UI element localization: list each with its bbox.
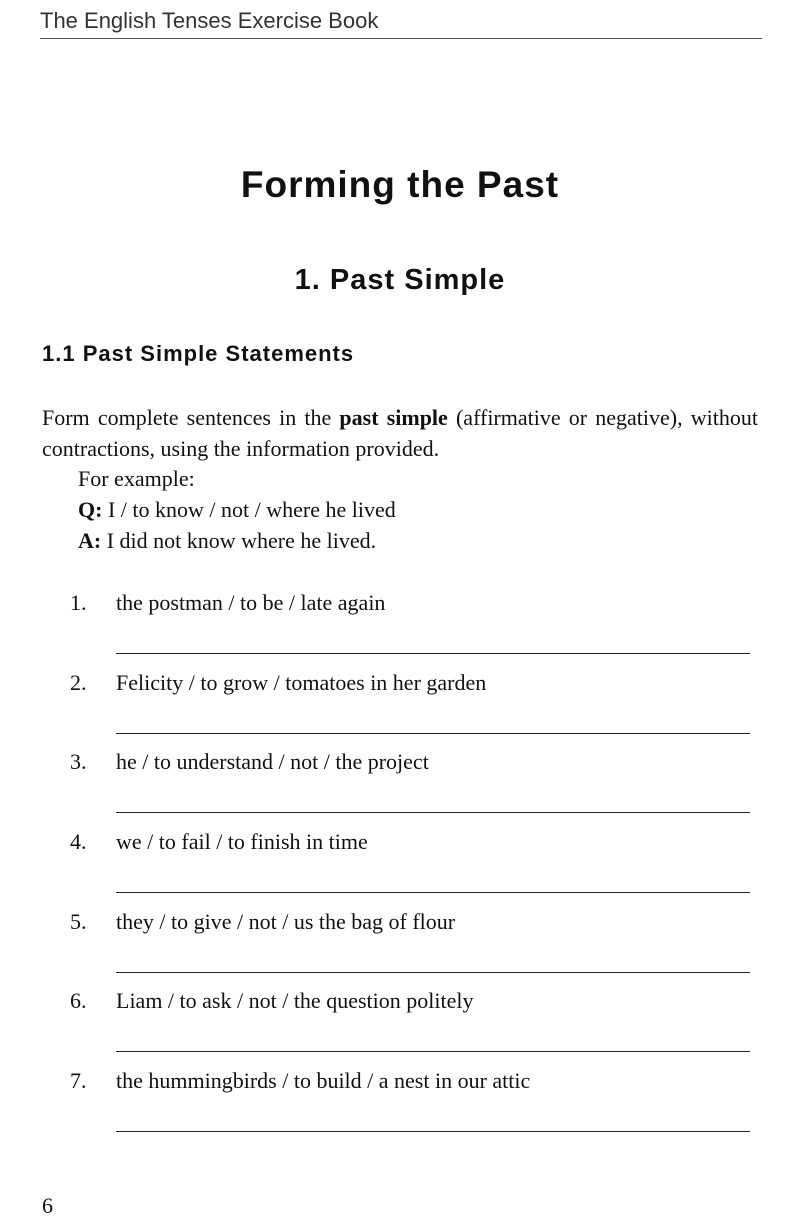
answer-line[interactable] bbox=[116, 1131, 750, 1132]
exercise-number: 4. bbox=[70, 829, 87, 855]
exercise-prompt: they / to give / not / us the bag of flour bbox=[116, 908, 456, 934]
answer-label: A: bbox=[78, 528, 102, 553]
answer-line[interactable] bbox=[116, 812, 750, 813]
exercise-number: 3. bbox=[70, 749, 87, 775]
instructions-emphasis: past simple bbox=[339, 405, 448, 430]
exercise-item bbox=[0, 588, 800, 668]
exercise-item bbox=[0, 747, 800, 827]
exercise-item bbox=[0, 1066, 800, 1146]
question-label: Q: bbox=[78, 497, 103, 522]
exercise-list bbox=[0, 588, 800, 1146]
exercise-number: 2. bbox=[70, 669, 87, 695]
chapter-title: Forming the Past bbox=[240, 164, 560, 205]
running-header bbox=[40, 8, 762, 39]
exercise-item bbox=[0, 668, 800, 748]
instructions-text-before: Form complete sentences in the bbox=[42, 405, 340, 430]
exercise-item bbox=[0, 986, 800, 1066]
exercise-prompt: the hummingbirds / to build / a nest in our attic bbox=[116, 1068, 531, 1094]
exercise-prompt: Felicity / to grow / tomatoes in her garden bbox=[116, 669, 487, 695]
answer-line[interactable] bbox=[116, 653, 750, 654]
question-text: I / to know / not / where he lived bbox=[102, 497, 396, 522]
example-question bbox=[78, 494, 396, 525]
instructions-paragraph bbox=[42, 402, 758, 464]
exercise-item bbox=[0, 907, 800, 987]
exercise-number: 6. bbox=[70, 988, 87, 1014]
exercise-prompt: he / to understand / not / the project bbox=[116, 749, 429, 775]
example-answer bbox=[78, 525, 396, 556]
page-number: 6 bbox=[42, 1193, 53, 1218]
exercise-number: 5. bbox=[70, 908, 87, 934]
exercise-number: 1. bbox=[70, 590, 87, 615]
exercise-prompt: Liam / to ask / not / the question politely bbox=[116, 988, 474, 1014]
answer-line[interactable] bbox=[116, 972, 750, 973]
exercise-prompt: the postman / to be / late again bbox=[116, 590, 386, 615]
answer-line[interactable] bbox=[116, 1051, 750, 1052]
answer-line[interactable] bbox=[116, 892, 750, 893]
subsection-title: 1.1 Past Simple Statements bbox=[42, 341, 355, 366]
exercise-item bbox=[0, 827, 800, 907]
exercise-number: 7. bbox=[70, 1068, 87, 1094]
example-intro: For example: bbox=[78, 466, 195, 491]
instructions-text-after: (affirmative or negative), without contractions, using the information provided. bbox=[42, 405, 759, 461]
exercise-prompt: we / to fail / to finish in time bbox=[116, 829, 368, 855]
book-title: The English Tenses Exercise Book bbox=[40, 8, 379, 33]
answer-line[interactable] bbox=[116, 733, 750, 734]
section-title: 1. Past Simple bbox=[294, 264, 506, 296]
example-block bbox=[78, 463, 396, 556]
answer-text: I did not know where he lived. bbox=[101, 528, 377, 553]
